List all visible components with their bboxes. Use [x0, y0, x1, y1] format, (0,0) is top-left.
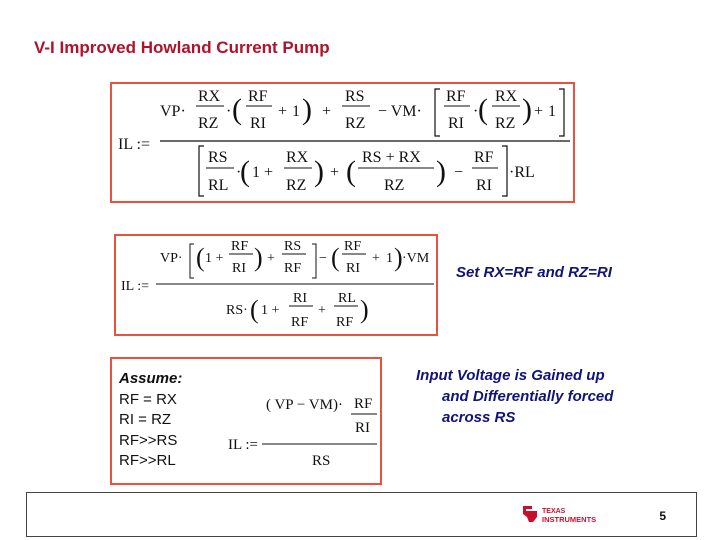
svg-text:+: + [318, 303, 326, 318]
svg-text:−: − [319, 251, 327, 266]
svg-text:TEXAS: TEXAS [542, 508, 566, 515]
svg-text:1: 1 [548, 103, 556, 120]
svg-text:RF: RF [248, 88, 268, 105]
svg-text:(: ( [250, 295, 259, 324]
svg-text:−: − [454, 164, 464, 181]
svg-text:RZ: RZ [286, 177, 307, 194]
svg-text:+: + [322, 103, 332, 120]
svg-text:1 +: 1 + [252, 164, 274, 181]
ti-logo [520, 503, 620, 525]
svg-text:RX: RX [495, 88, 518, 105]
svg-text:): ) [254, 243, 263, 272]
svg-text:RI: RI [250, 115, 266, 132]
eq1-vm: − VM· [378, 103, 422, 120]
svg-text:): ) [302, 93, 312, 126]
equation-box-simplified [114, 234, 438, 336]
svg-text:·VM: ·VM [402, 251, 430, 266]
svg-text:RF: RF [446, 88, 466, 105]
svg-text:·: · [226, 103, 232, 120]
svg-text:VP·: VP· [160, 251, 183, 266]
equation-box-general [110, 82, 575, 203]
eq1-vp: VP· [160, 103, 186, 120]
assume-item: RF = RX [119, 390, 177, 408]
assume-header: Assume: [119, 370, 183, 387]
svg-text:RI: RI [346, 261, 360, 276]
svg-text:RZ: RZ [198, 115, 219, 132]
page-number: 5 [659, 509, 666, 523]
svg-text:RF: RF [231, 239, 249, 254]
svg-text:RF: RF [336, 315, 354, 330]
svg-text:(: ( [346, 155, 356, 188]
svg-text:RF: RF [344, 239, 362, 254]
svg-text:+: + [278, 103, 288, 120]
svg-text:RF: RF [291, 315, 309, 330]
svg-text:): ) [360, 295, 369, 324]
svg-text:RI: RI [476, 177, 492, 194]
svg-text:RF: RF [474, 149, 494, 166]
svg-text:RS·: RS· [226, 303, 248, 318]
svg-text:RL: RL [208, 177, 229, 194]
svg-text:RI: RI [293, 291, 307, 306]
svg-text:( VP − VM)·: ( VP − VM)· [266, 397, 343, 413]
svg-text:RS: RS [284, 239, 302, 254]
footer-bar [26, 492, 697, 537]
svg-text:·: · [473, 103, 479, 120]
svg-text:): ) [522, 93, 532, 126]
svg-text:·RL: ·RL [509, 164, 535, 181]
slide-title: V-I Improved Howland Current Pump [34, 38, 330, 57]
svg-text:RF: RF [354, 396, 373, 412]
svg-text:RF: RF [284, 261, 302, 276]
svg-text:RI: RI [232, 261, 246, 276]
svg-text:RZ: RZ [345, 115, 366, 132]
svg-text:(: ( [240, 155, 250, 188]
svg-text:): ) [314, 155, 324, 188]
svg-text:RS: RS [208, 149, 228, 166]
svg-text:1 +: 1 + [205, 251, 224, 266]
svg-text:RI: RI [355, 420, 370, 436]
assume-list [119, 369, 182, 472]
svg-text:(: ( [196, 243, 205, 272]
svg-text:(: ( [232, 93, 242, 126]
svg-text:1: 1 [386, 251, 393, 266]
svg-text:RS + RX: RS + RX [362, 149, 421, 166]
assume-item: RI = RZ [119, 411, 172, 428]
set-note: Set RX=RF and RZ=RI [456, 264, 612, 281]
svg-text:INSTRUMENTS: INSTRUMENTS [542, 515, 597, 524]
svg-text:RX: RX [286, 149, 309, 166]
svg-text:RS: RS [312, 453, 331, 469]
svg-text:RZ: RZ [384, 177, 405, 194]
svg-text:RS: RS [345, 88, 365, 105]
svg-text:IL :=: IL := [228, 437, 258, 453]
svg-text:1 +: 1 + [261, 303, 280, 318]
assume-item: RF>>RL [119, 452, 176, 469]
gain-note: Input Voltage is Gained up and Differentially forced across RS [416, 367, 614, 426]
svg-text:): ) [436, 155, 446, 188]
svg-text:+: + [330, 164, 340, 181]
svg-text:RZ: RZ [495, 115, 516, 132]
svg-text:·: · [236, 164, 242, 181]
svg-text:+: + [372, 251, 380, 266]
svg-text:RI: RI [448, 115, 464, 132]
svg-text:IL :=: IL := [121, 279, 149, 294]
svg-text:+: + [267, 251, 275, 266]
svg-text:1: 1 [292, 103, 300, 120]
eq1-lhs: IL := [118, 136, 150, 153]
svg-text:(: ( [478, 93, 488, 126]
svg-text:RL: RL [338, 291, 356, 306]
svg-text:): ) [394, 243, 403, 272]
equation-general [112, 84, 573, 201]
ti-state-icon [520, 503, 620, 525]
equation-simplified [116, 236, 436, 334]
svg-text:+: + [534, 103, 544, 120]
svg-text:(: ( [331, 243, 340, 272]
assume-item: RF>>RS [119, 431, 178, 449]
svg-text:RX: RX [198, 88, 221, 105]
